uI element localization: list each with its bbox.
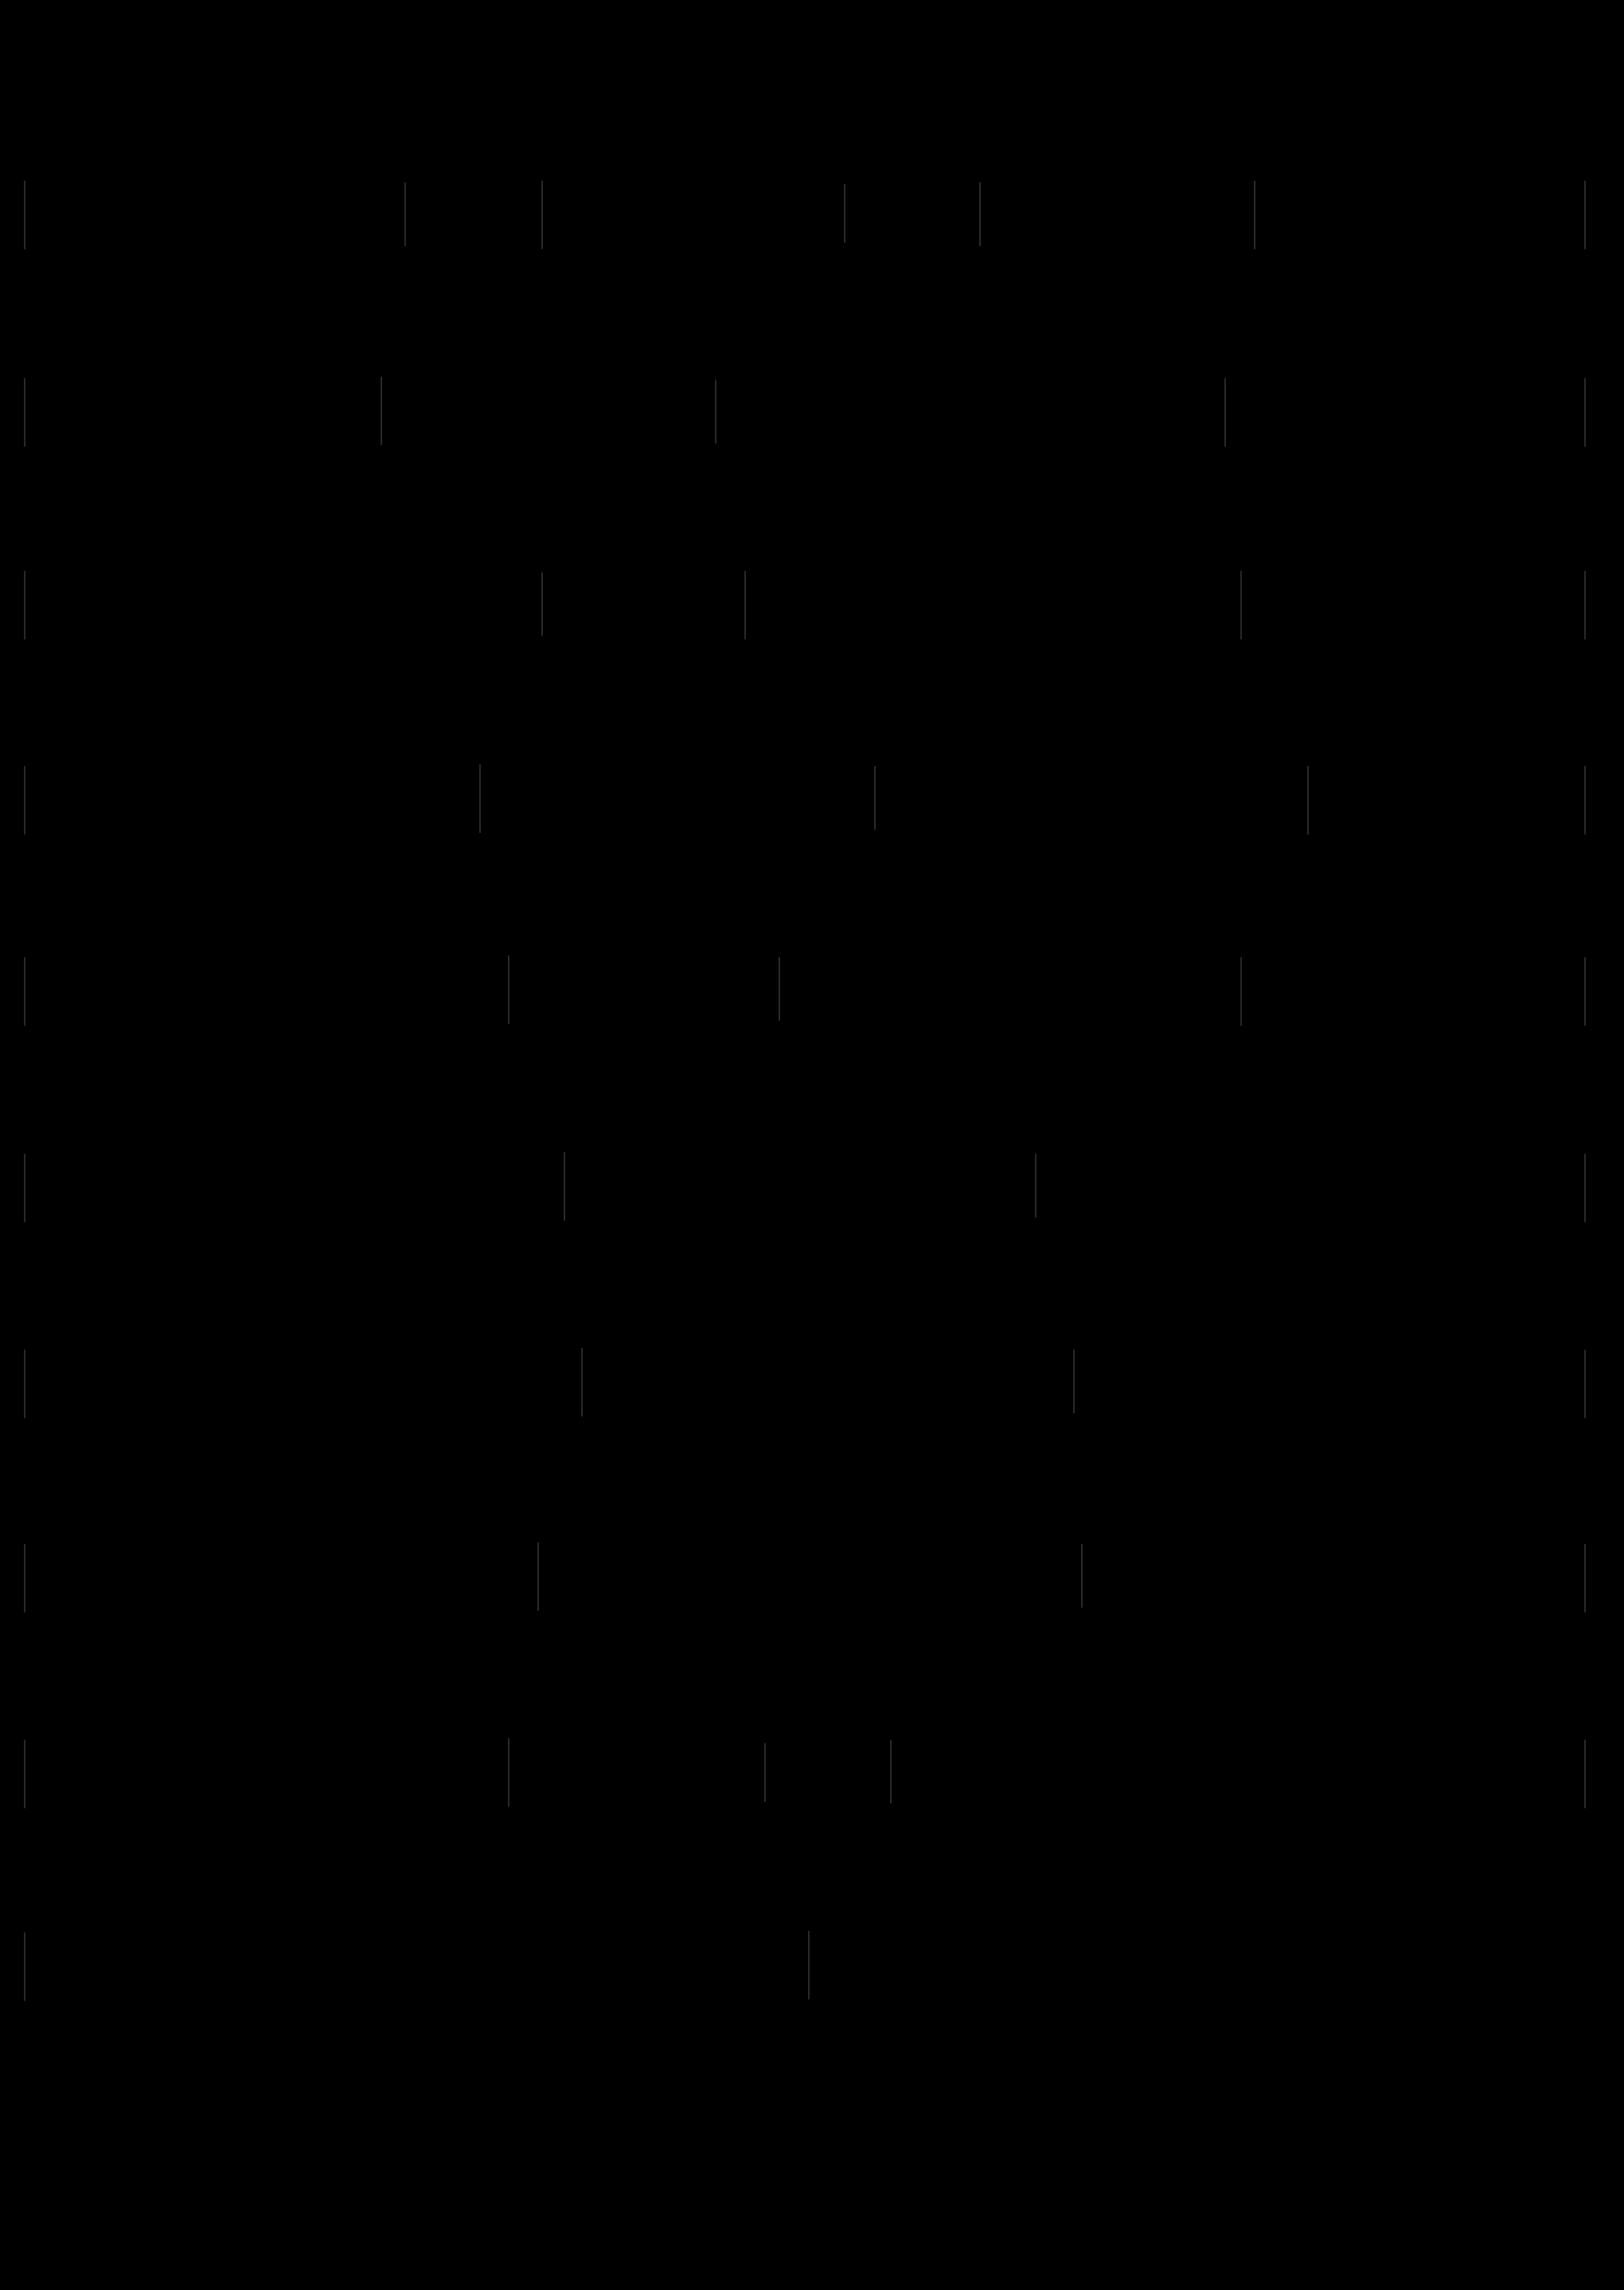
text-line <box>24 1367 1596 1396</box>
text-band-3 <box>24 569 1596 641</box>
text-line <box>24 784 1596 812</box>
text-line <box>24 588 1596 617</box>
text-line <box>24 975 1596 1003</box>
text-band-6 <box>24 1152 1596 1224</box>
text-band-1 <box>24 179 1596 251</box>
text-band-4 <box>24 764 1596 836</box>
text-line <box>24 198 1596 227</box>
document-content <box>24 179 1596 2090</box>
text-band-10 <box>24 1931 1596 2003</box>
text-line <box>24 1757 1596 1786</box>
text-line <box>24 1171 1596 1200</box>
text-line <box>24 1561 1596 1590</box>
text-band-2 <box>24 377 1596 448</box>
text-band-5 <box>24 955 1596 1027</box>
text-line <box>24 396 1596 424</box>
text-line <box>24 1950 1596 1979</box>
text-band-8 <box>24 1542 1596 1614</box>
text-band-7 <box>24 1348 1596 1420</box>
text-band-9 <box>24 1738 1596 1810</box>
